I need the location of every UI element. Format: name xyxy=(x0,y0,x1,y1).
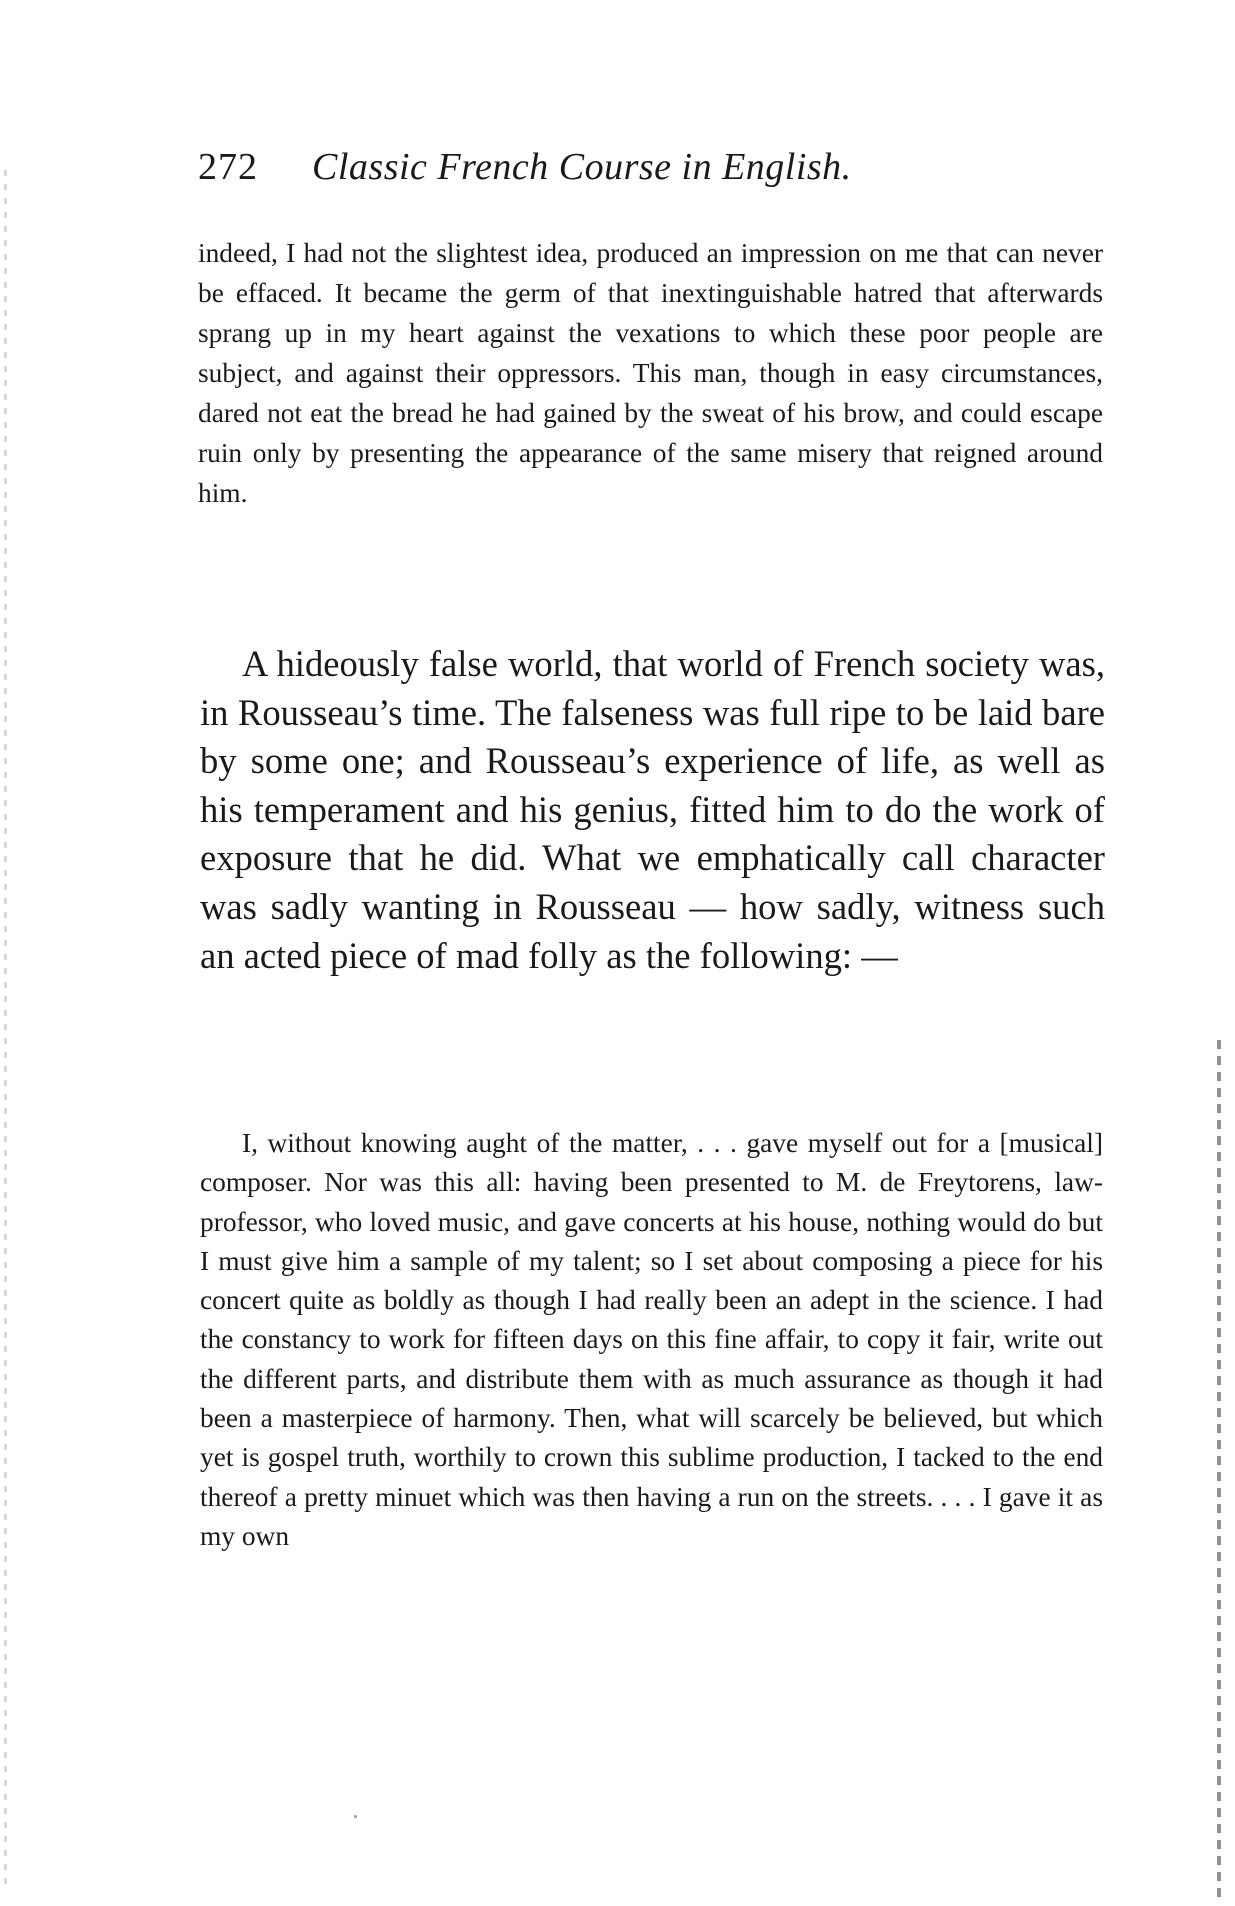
running-title: Classic French Course in English. xyxy=(312,146,852,188)
main-paragraph xyxy=(200,640,1105,980)
scan-speck xyxy=(354,1815,357,1818)
quoted-passage-2 xyxy=(200,1124,1103,1556)
page-number: 272 xyxy=(198,146,258,188)
scan-edge-left xyxy=(4,170,7,1890)
main-paragraph-text: A hideously false world, that world of French society was, in Rousseau’s time. The falseness was full ripe to be laid bare by some one; and Rousseau’s experience of life, as well as his temperament and his genius, fitted him to do the work of exposure that he did. What we emphatically call character was sadly wanting in Rousseau — how sadly, witness such an acted piece of mad folly as the following: — xyxy=(200,643,1105,976)
scan-edge-right xyxy=(1217,1040,1221,1900)
quoted-passage-2-text: I, without knowing aught of the matter, . . . gave myself out for a [musical] composer. Nor was this all: having been presented to M. de Freytorens, law-professor, who loved music, and gave concerts at his house, nothing would do but I must give him a sample of my talent; so I set about composing a piece for his concert quite as boldly as though I had really been an adept in the science. I had the constancy to work for fifteen days on this fine affair, to copy it fair, write out the different parts, and distribute them with as much assurance as though it had been a masterpiece of harmony. Then, what will scarcely be believed, but which yet is gospel truth, worthily to crown this sublime production, I tacked to the end thereof a pretty minuet which was then having a run on the streets. . . . I gave it as my own xyxy=(200,1128,1103,1551)
quoted-passage-1: indeed, I had not the slightest idea, produced an impression on me that can never be effaced. It became the germ of that inextinguishable hatred that afterwards sprang up in my heart against the vexations to which these poor people are subject, and against their oppressors. This man, though in easy circumstances, dared not eat the bread he had gained by the sweat of his brow, and could escape ruin only by presenting the appearance of the same misery that reigned around him. xyxy=(198,238,1103,508)
running-header xyxy=(198,142,1098,192)
